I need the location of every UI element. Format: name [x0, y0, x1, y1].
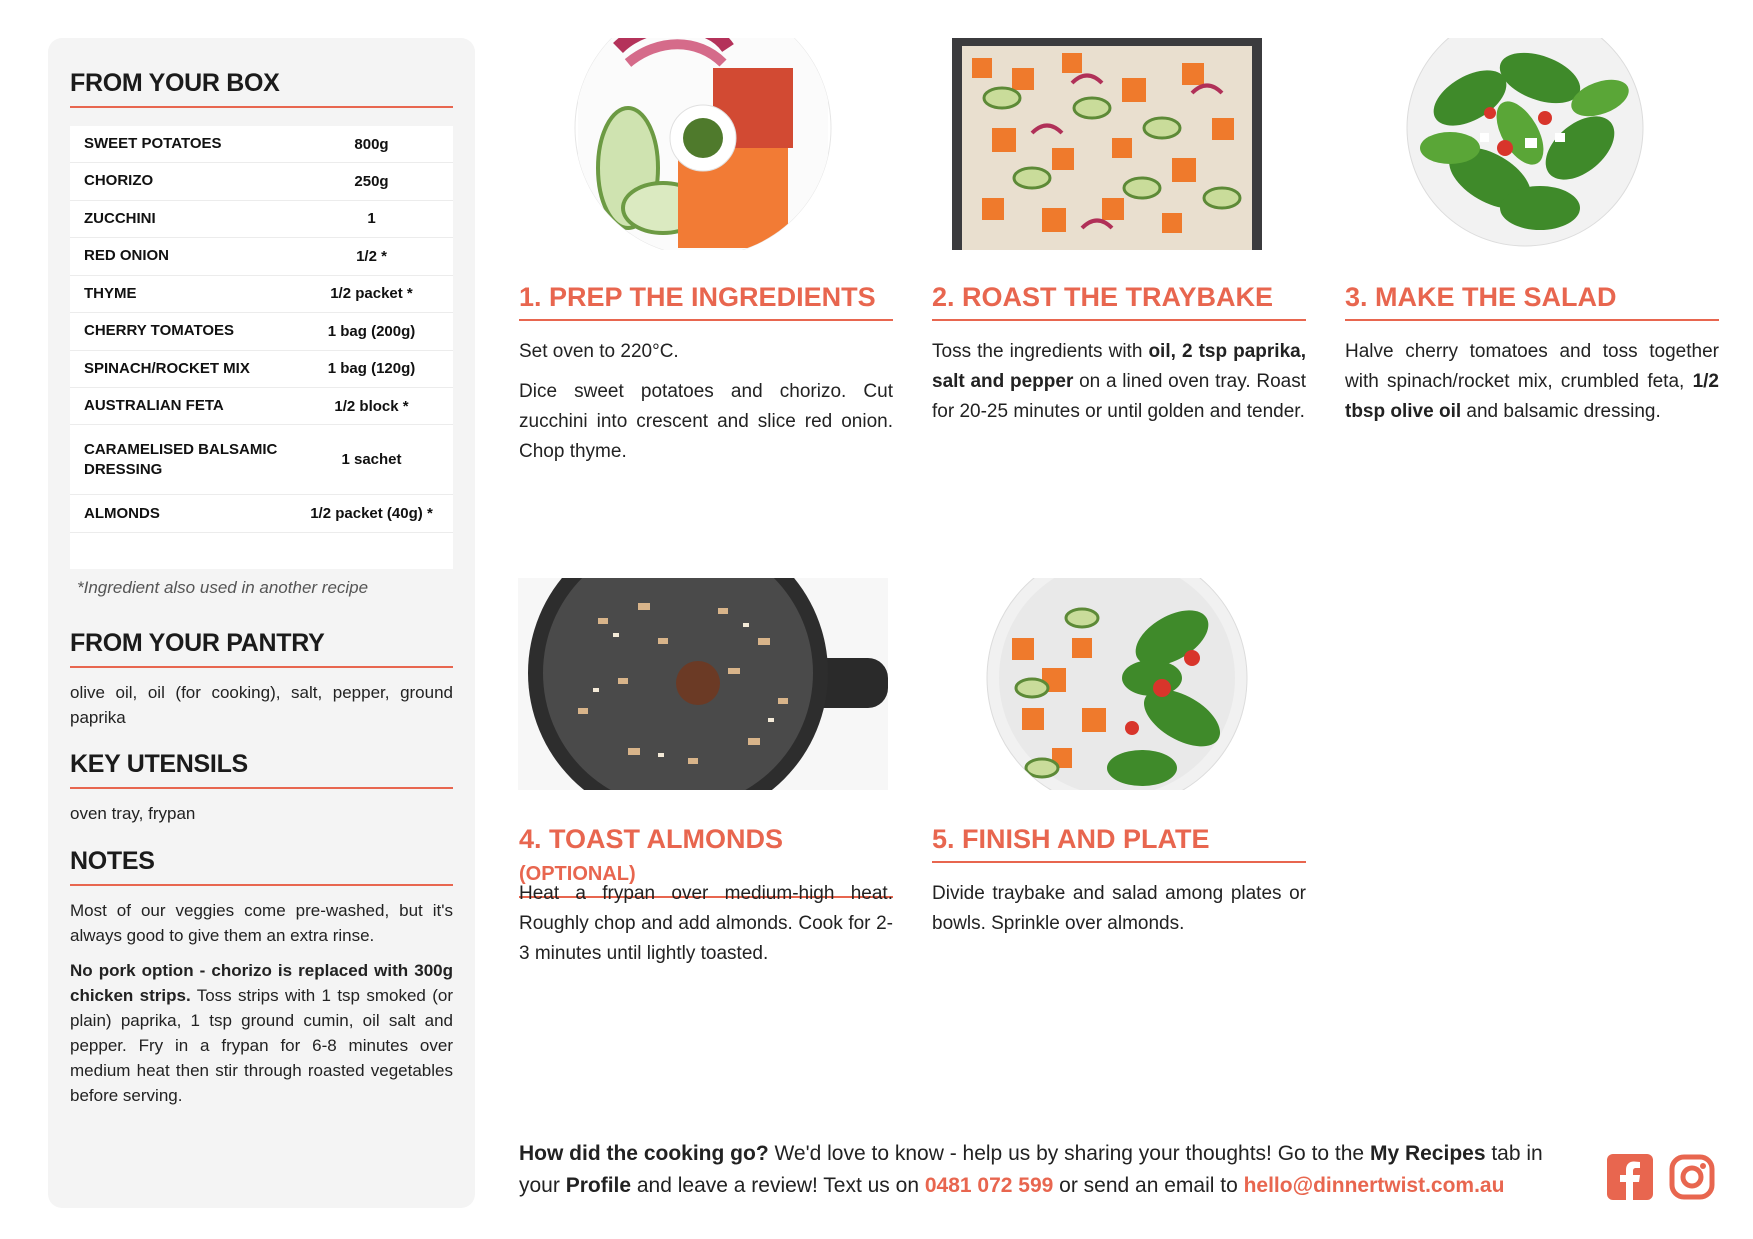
step-5-title: 5. FINISH AND PLATE — [932, 823, 1306, 863]
pantry-text: olive oil, oil (for cooking), salt, pepper, ground paprika — [70, 683, 453, 727]
ingredients-table — [70, 126, 453, 569]
ingredient-footnote: *Ingredient also used in another recipe — [77, 578, 369, 597]
step-4-text — [519, 879, 893, 979]
step-2-t1: Toss the ingredients with — [932, 341, 1149, 362]
ingredient-row — [70, 238, 453, 275]
step-2-t2: on a lined oven tray. Roast for 20-25 minutes or until golden and tender. — [932, 371, 1306, 422]
ingredient-name: CARAMELISED BALSAMIC DRESSING — [70, 425, 290, 495]
step-2-p1 — [932, 337, 1306, 427]
notes-paragraph: Most of our veggies come pre-washed, but it's always good to give them an extra rinse. — [70, 901, 453, 945]
sidebar — [48, 38, 475, 1208]
facebook-icon[interactable] — [1607, 1154, 1653, 1200]
step-3-title: 3. MAKE THE SALAD — [1345, 281, 1719, 321]
pantry-heading: FROM YOUR PANTRY — [70, 628, 453, 668]
ingredient-qty: 1/2 block * — [290, 387, 453, 424]
step-1-text — [519, 337, 893, 477]
ingredient-qty: 1 sachet — [290, 425, 453, 495]
ingredient-name: SWEET POTATOES — [70, 126, 290, 163]
ingredient-qty: 1/2 * — [290, 238, 453, 275]
step-2-text — [932, 337, 1306, 437]
notes-heading: NOTES — [70, 846, 453, 886]
footer-question: How did the cooking go? — [519, 1142, 769, 1165]
footer-my-recipes: My Recipes — [1369, 1142, 1486, 1165]
ingredient-row — [70, 200, 453, 237]
step-1-title: 1. PREP THE INGREDIENTS — [519, 281, 893, 321]
step-2-title: 2. ROAST THE TRAYBAKE — [932, 281, 1306, 321]
ingredient-qty: 1/2 packet (40g) * — [290, 495, 453, 533]
ingredient-row — [70, 126, 453, 163]
ingredient-row — [70, 350, 453, 387]
step-4-p1: Heat a frypan over medium-high heat. Roughly chop and add almonds. Cook for 2-3 minutes until lightly toasted. — [519, 883, 893, 964]
ingredient-name: SPINACH/ROCKET MIX — [70, 350, 290, 387]
ingredient-row — [70, 495, 453, 533]
ingredient-name: RED ONION — [70, 238, 290, 275]
step-3-text — [1345, 337, 1719, 437]
ingredient-qty: 800g — [290, 126, 453, 163]
ingredient-row — [70, 313, 453, 350]
utensils-text: oven tray, frypan — [70, 804, 196, 823]
ingredient-name: ZUCCHINI — [70, 200, 290, 237]
notes-no-pork — [70, 958, 453, 1108]
ingredient-qty: 1 bag (200g) — [290, 313, 453, 350]
ingredient-qty: 1 — [290, 200, 453, 237]
ingredient-row — [70, 163, 453, 200]
step-2-image — [932, 38, 1302, 250]
feedback-footer — [519, 1138, 1579, 1202]
ingredient-name: ALMONDS — [70, 495, 290, 533]
step-2-b1: oil, 2 tsp paprika, salt and pepper — [932, 341, 1306, 392]
footer-t4: or send an email to — [1053, 1174, 1244, 1197]
ingredient-name: CHERRY TOMATOES — [70, 313, 290, 350]
box-heading: FROM YOUR BOX — [70, 68, 453, 108]
ingredient-blank-row — [70, 533, 453, 570]
ingredient-qty: 250g — [290, 163, 453, 200]
ingredient-row — [70, 425, 453, 495]
footer-phone-link[interactable]: 0481 072 599 — [924, 1174, 1054, 1197]
step-3-t2: and balsamic dressing. — [1461, 401, 1661, 422]
ingredient-name: THYME — [70, 275, 290, 312]
step-3-image — [1340, 38, 1710, 250]
footer-t3: and leave a review! Text us on — [631, 1174, 925, 1197]
step-5-image — [932, 578, 1302, 790]
step-1-p1: Set oven to 220°C. — [519, 341, 679, 362]
ingredient-name: AUSTRALIAN FETA — [70, 387, 290, 424]
ingredient-qty: 1/2 packet * — [290, 275, 453, 312]
footer-profile: Profile — [565, 1174, 632, 1197]
footer-t2: tab in your — [519, 1142, 1543, 1197]
ingredient-qty: 1 bag (120g) — [290, 350, 453, 387]
step-4-image — [518, 578, 888, 790]
step-3-p1 — [1345, 337, 1719, 427]
no-pork-text: Toss strips with 1 tsp smoked (or plain) paprika, 1 tsp ground cumin, oil salt and pepper. Fry in a frypan for 6-8 minutes over medium heat then stir through roasted vegetables before serving. — [70, 986, 453, 1105]
no-pork-bold: No pork option - chorizo is replaced with 300g chicken strips. — [70, 961, 453, 1005]
step-3-b1: 1/2 tbsp olive oil — [1345, 371, 1719, 422]
step-1-p2: Dice sweet potatoes and chorizo. Cut zucchini into crescent and slice red onion. Chop thyme. — [519, 381, 893, 462]
footer-t1: We'd love to know - help us by sharing your thoughts! Go to the — [768, 1142, 1370, 1165]
step-1-image — [518, 38, 888, 250]
ingredient-row — [70, 275, 453, 312]
step-4-title-main: 4. TOAST ALMONDS — [519, 824, 784, 854]
footer-email-link[interactable]: hello@dinnertwist.com.au — [1243, 1174, 1505, 1197]
ingredient-row — [70, 387, 453, 424]
utensils-heading: KEY UTENSILS — [70, 749, 453, 789]
step-5-text — [932, 879, 1306, 949]
step-4-title-optional: (OPTIONAL) — [519, 863, 636, 885]
notes-text — [70, 898, 453, 1118]
ingredient-name: CHORIZO — [70, 163, 290, 200]
instagram-icon[interactable] — [1669, 1154, 1715, 1200]
step-3-t1: Halve cherry tomatoes and toss together with spinach/rocket mix, crumbled feta, — [1345, 341, 1719, 392]
step-5-p1: Divide traybake and salad among plates or bowls. Sprinkle over almonds. — [932, 883, 1306, 934]
